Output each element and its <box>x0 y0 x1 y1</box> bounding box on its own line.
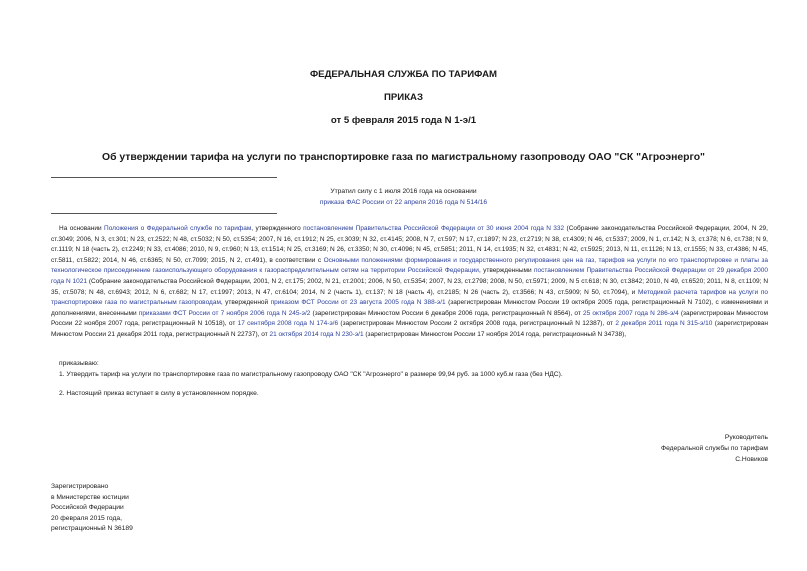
registration-line: Зарегистрировано <box>51 483 109 490</box>
registration-block <box>51 482 133 535</box>
link-fst-regulation[interactable]: Положения о Федеральной службе по тарифам <box>104 225 252 232</box>
divider-bottom <box>51 213 277 214</box>
registration-line: Российской Федерации <box>51 504 124 512</box>
link-order-388[interactable]: приказом ФСТ России от 23 августа 2005 года N 388-э/1 <box>270 299 446 307</box>
agency-name: ФЕДЕРАЛЬНАЯ СЛУЖБА ПО ТАРИФАМ <box>309 69 498 80</box>
status-link[interactable]: приказа ФАС России от 22 апреля 2016 года N 514/16 <box>319 199 488 206</box>
status-text: Утратил силу с 1 июля 2016 года на основании <box>330 188 477 195</box>
signature-position: Руководитель <box>724 434 768 441</box>
signature-agency: Федеральной службы по тарифам <box>661 445 768 452</box>
registration-date: 20 февраля 2015 года, <box>51 514 122 522</box>
registration-line: в Министерстве юстиции <box>51 493 129 501</box>
link-order-230[interactable]: 21 октября 2014 года N 230-э/1 <box>269 330 364 338</box>
order-item-1: 1. Утвердить тариф на услуги по транспортировке газа по магистральному газопроводу ОАО "СК "Агроэнерго" в размере 99,94 руб. за 1000 куб.м газа (без НДС). <box>59 371 563 378</box>
page-title: Об утверждении тарифа на услуги по транспортировке газа по магистральному газопроводу ОАО "СК "Агроэнерго" <box>102 152 705 163</box>
order-lead: приказываю: <box>59 360 99 367</box>
link-order-315[interactable]: 2 декабря 2011 года N 315-э/10 <box>615 320 713 328</box>
signature-block <box>661 432 768 465</box>
order-item-2: 2. Настоящий приказ вступает в силу в установленном порядке. <box>59 390 259 397</box>
doc-type: ПРИКАЗ <box>384 92 423 103</box>
link-decree-332[interactable]: постановлением Правительства Российской Федерации от 30 июня 2004 года N 332 <box>303 225 565 232</box>
link-decree-1021[interactable]: постановлением Правительства Российской Федерации от 29 декабря 2000 года N 1021 <box>51 267 769 285</box>
signature-name: С.Новиков <box>735 456 768 463</box>
link-order-286[interactable]: 25 октября 2007 года N 286-э/4 <box>582 309 679 317</box>
link-order-174[interactable]: 17 сентября 2008 года N 174-э/6 <box>237 320 339 328</box>
registration-number: регистрационный N 36189 <box>51 525 133 533</box>
link-tariff-methodology[interactable]: Методикой расчета тарифов на услуги по транспортировке газа по магистральным газопроводам <box>51 288 768 307</box>
doc-date: от 5 февраля 2015 года N 1-э/1 <box>330 115 477 126</box>
link-order-245[interactable]: приказами ФСТ России от 7 ноября 2006 года N 245-э/2 <box>138 309 311 317</box>
basis-paragraph: На основании Положения о Федеральной службе по тарифам, утвержденного постановлением Правительства Российской Федерации от 30 июня 2004 года N 332 (Собрание законодательства Российской Федерации, 2004, N 29, ст.3049; 2006, N 3, ст.301; N 23, ст.2522; N 48, ст.5032; N 50, ст.5354; 2007, N 16, ст.1912; N 25, ст.3039; N 32, ст.4145; 2008, N 7, ст.597; N 17, ст.1897; N 23, ст.2719; N 38, ст.4309; N 46, ст.5337; 2009, N 1, ст.142; N 3, ст.378; N 6, ст.738; N 9, ст.1119; N 18 (часть 2), ст.2249; N 33, ст.4086; 2010, N 9, ст.960; N 13, ст.1514; N 25, ст.3169; N 26, ст.3350; N 30, ст.4096; N 45, ст.5851; 2011, N 14, ст.1935; N 32, ст.4831; N 42, ст.5925; 2013, N 11, ст.1126; N 13, ст.1555; N 33, ст.4386; N 45, ст.5811, ст.5822; 2014, N 46, ст.6365; N 50, ст.7099; 2015, N 2, ст.491), в соответствии с Основными положениями формирования и государственного регулирования цен на газ, тарифов на услуги по его транспортировке и платы за технологическое присоединение газоиспользующего оборудования к газораспределительным сетям на территории Российской Федерации, утвержденными постановлением Правительства Российской Федерации от 29 декабря 2000 года N 1021 (Собрание законодательства Российской Федерации, 2001, N 2, ст.175; 2002, N 21, ст.2001; 2006, N 50, ст.5354; 2007, N 23, ст.2798; 2008, N 50, ст.5971; 2009, N 5 ст.618; N 30, ст.3842; 2010, N 49, ст.6520; 2011, N 8, ст.1109; N 35, ст.5078; N 48, ст.6943; 2012, N 6, ст.682; N 17, ст.1997; 2013, N 47, ст.6104; 2014, N 2 (часть 1), ст.137; N 18 (часть 4), ст.2185; N 26 (часть 2), ст.3566; N 43, ст.5909; N 50, ст.7094), и Методикой расчета тарифов на услуги по транспортировке газа по магистральным газопроводам, утвержденной приказом ФСТ России от 23 августа 2005 года N 388-э/1 (зарегистрирован Минюстом России 19 октября 2005 года, регистрационный N 7102), с изменениями и дополнениями, внесенными приказами ФСТ России от 7 ноября 2006 года N 245-э/2 (зарегистрирован Минюстом России 6 декабря 2006 года, регистрационный N 8564), от 25 октября 2007 года N 286-э/4 (зарегистрирован Минюстом России 22 ноября 2007 года, регистрационный N 10518), от 17 сентября 2008 года N 174-э/6 (зарегистрирован Минюстом России 2 октября 2008 года, регистрационный N 12387), от 2 декабря 2011 года N 315-э/10 (зарегистрирован Минюстом России 21 декабря 2011 года, регистрационный N 22737), от 21 октября 2014 года N 230-э/1 (зарегистрирован Минюстом России 17 ноября 2014 года, регистрационный N 34738), <box>51 225 769 338</box>
link-gas-price-provisions[interactable]: Основными положениями формирования и государственного регулирования цен на газ, тарифов на услуги по его транспортировке и платы за технологическое присоединение газоиспользующего оборудования к газораспределительным сетям на территории Российской Федерации <box>51 256 768 275</box>
divider-top <box>51 177 277 178</box>
